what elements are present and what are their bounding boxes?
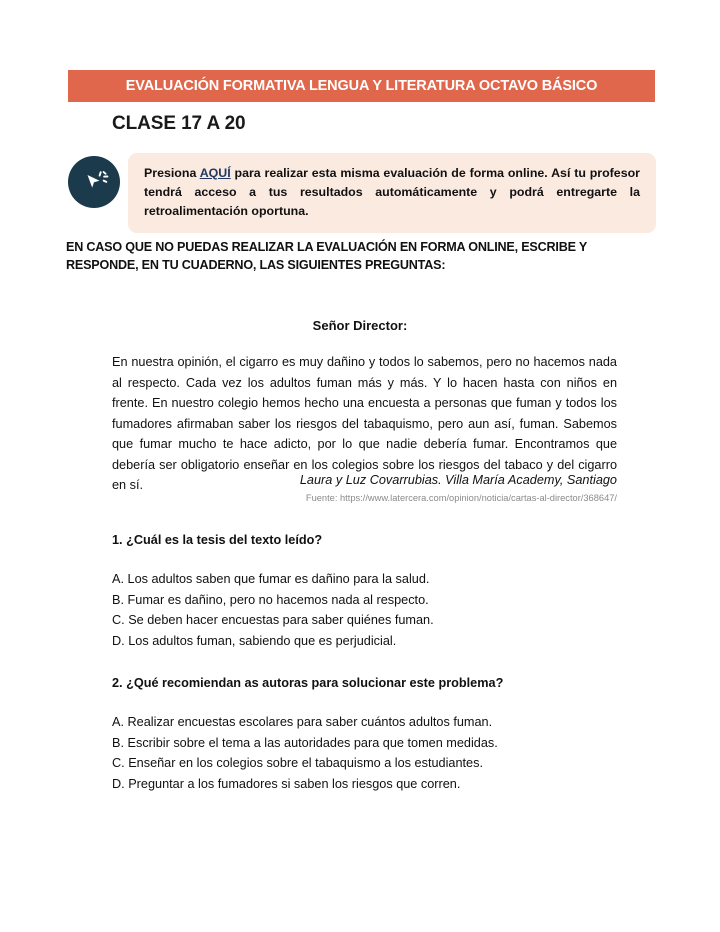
aqui-link[interactable]: AQUÍ: [199, 166, 231, 180]
question-2-prompt: 2. ¿Qué recomiendan as autoras para solucionar este problema?: [112, 676, 504, 690]
instruction-text: EN CASO QUE NO PUEDAS REALIZAR LA EVALUACIÓN EN FORMA ONLINE, ESCRIBE Y RESPONDE, EN TU CUADERNO, LAS SIGUIENTES PREGUNTAS:: [66, 240, 587, 273]
question-2-option-c[interactable]: C. Enseñar en los colegios sobre el tabaquismo a los estudiantes.: [112, 756, 483, 771]
question-2-option-a[interactable]: A. Realizar encuestas escolares para saber cuántos adultos fuman.: [112, 715, 493, 729]
online-notice-text: [144, 164, 640, 221]
notice-text-after-link: para realizar esta misma evaluación de forma online. Así tu profesor tendrá acceso a tus resultados automáticamente y podrá entregarte la retroalimentación oportuna.: [144, 166, 640, 218]
title-banner: [68, 70, 655, 102]
cursor-click-icon: [68, 156, 120, 208]
question-1-option-a[interactable]: A. Los adultos saben que fumar es dañino para la salud.: [112, 572, 430, 586]
banner-title-text: EVALUACIÓN FORMATIVA LENGUA Y LITERATURA OCTAVO BÁSICO: [125, 78, 598, 94]
letter-source: Fuente: https://www.latercera.com/opinion/noticia/cartas-al-director/368647/: [305, 493, 617, 503]
question-1-prompt: 1. ¿Cuál es la tesis del texto leído?: [112, 533, 323, 547]
question-1-option-c[interactable]: C. Se deben hacer encuestas para saber quiénes fuman.: [112, 613, 434, 628]
letter-body: En nuestra opinión, el cigarro es muy dañino y todos lo sabemos, pero no hacemos nada al respecto. Cada vez los adultos fuman más y más. Y lo hacen hasta con niños en frente. En nuestro colegio hemos hecho una encuesta a personas que fuman y todos los fumadores afirmaban saber los riesgos del tabaquismo, pero aun así, fuman. Sabemos que fumar mucho te hace adicto, por lo que nadie debería fumar. Encontramos que debería ser obligatorio enseñar en los colegios sobre los riesgos del tabaco y del cigarro en sí.: [112, 355, 617, 493]
question-2: [112, 676, 632, 794]
letter-salutation: Señor Director:: [312, 318, 408, 333]
question-1-option-b[interactable]: B. Fumar es dañino, pero no hacemos nada al respecto.: [112, 592, 429, 607]
class-heading: CLASE 17 A 20: [112, 113, 246, 134]
letter-signature: Laura y Luz Covarrubias. Villa María Academy, Santiago: [299, 473, 617, 487]
question-1: [112, 533, 632, 651]
online-notice-box: [128, 153, 656, 233]
notice-text-before-link: Presiona: [144, 166, 200, 180]
question-2-option-b[interactable]: B. Escribir sobre el tema a las autoridades para que tomen medidas.: [112, 735, 498, 750]
question-1-option-d[interactable]: D. Los adultos fuman, sabiendo que es perjudicial.: [112, 633, 397, 648]
question-2-option-d[interactable]: D. Preguntar a los fumadores si saben los riesgos que corren.: [112, 776, 461, 791]
